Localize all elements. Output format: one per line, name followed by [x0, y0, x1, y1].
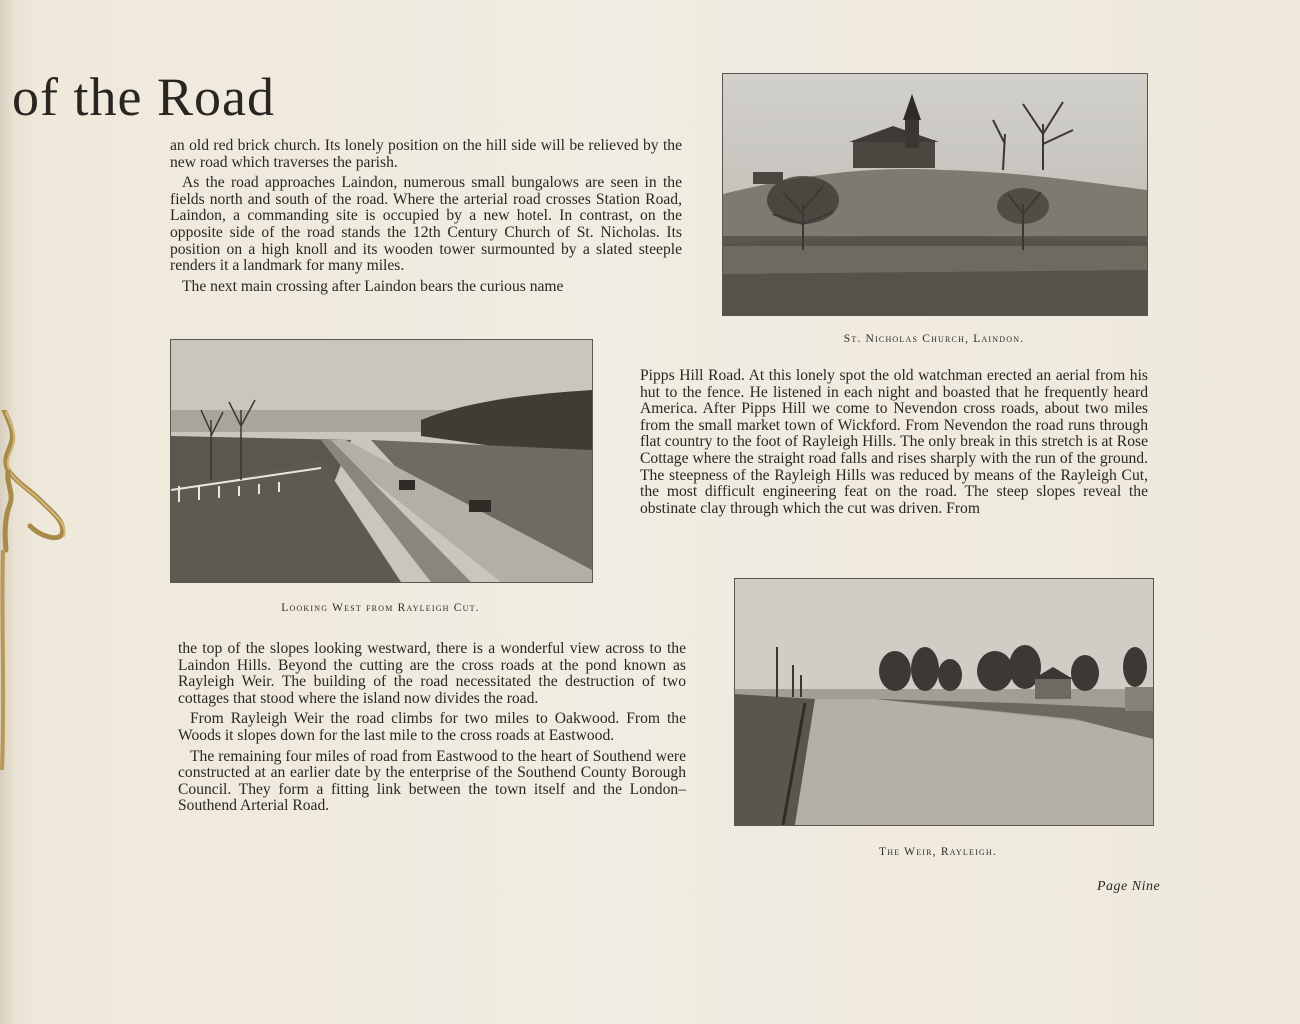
paragraph: The remaining four miles of road from Eastwood to the heart of Southend were constructed at an earlier date by the enterprise of the Southend County Borough Council. They form a fitting link between the town itself and the London–Southend Arterial Road. [178, 747, 686, 815]
text-column-3 [178, 641, 686, 819]
photo-st-nicholas-church [722, 73, 1148, 316]
caption-rayleigh-cut: Looking West from Rayleigh Cut. [281, 602, 480, 614]
church-illustration [723, 74, 1147, 315]
paragraph: The next main crossing after Laindon bears the curious name [182, 277, 564, 295]
paragraph: an old red brick church. Its lonely position on the hill side will be relieved by the new road which traverses the parish. [170, 137, 682, 171]
photo-the-weir [734, 578, 1154, 826]
paragraph: As the road approaches Laindon, numerous small bungalows are seen in the fields north and south of the road. Where the arterial road crosses Station Road, Laindon, a commanding site is occupied by a new hotel. In contrast, on the opposite side of the road stands the 12th Century Church of St. Nicholas. Its position on a high knoll and its wooden tower surmounted by a slated steeple renders it a landmark for many miles. [170, 174, 682, 275]
photo-rayleigh-cut [170, 339, 593, 583]
binding-cord [0, 410, 80, 770]
weir-illustration [735, 579, 1153, 825]
paragraph: Pipps Hill Road. At this lonely spot the old watchman erected an aerial from his hut to the fence. He listened in each night and boasted that he frequently heard America. After Pipps Hill we come to Nevendon cross roads, about two miles from the small market town of Wickford. From Nevendon the road runs through flat country to the foot of Rayleigh Hills. The only break in this stretch is at Rose Cottage where the straight road falls and rises sharply with the run of the ground. The steepness of the Rayleigh Hills was reduced by means of the Rayleigh Cut, the most difficult engineering feat on the road. The steep slopes reveal the obstinate clay through which the cut was driven. From [640, 367, 1148, 517]
cut-illustration [171, 340, 592, 582]
paragraph: From Rayleigh Weir the road climbs for two miles to Oakwood. From the Woods it slopes down for the last mile to the cross roads at Eastwood. [178, 710, 686, 744]
paragraph: the top of the slopes looking westward, there is a wonderful view across to the Laindon Hills. Beyond the cutting are the cross roads at the pond known as Rayleigh Weir. The building of the road necessitated the destruction of two cottages that stood where the island now divides the road. [178, 640, 686, 707]
caption-the-weir: The Weir, Rayleigh. [878, 846, 997, 858]
text-column-2 [640, 368, 1148, 521]
page-number: Page Nine [1097, 879, 1161, 894]
caption-church: St. Nicholas Church, Laindon. [843, 333, 1025, 345]
page-title: of the Road [12, 67, 275, 127]
text-column-1 [170, 138, 682, 299]
